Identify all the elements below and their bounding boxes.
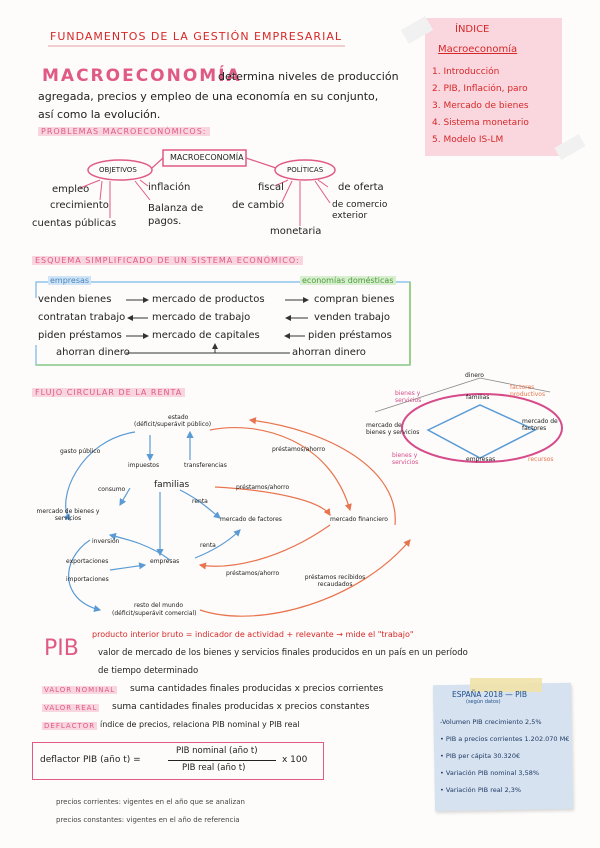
- note: precios corrientes: vigentes en el año que se analizan: [56, 798, 245, 806]
- intro-line: así como la evolución.: [38, 108, 161, 121]
- real-text: suma cantidades finales producidas x precios constantes: [112, 702, 370, 712]
- mini-bienes2: bienes y servicios: [392, 452, 419, 466]
- estado-sub: (déficit/superávit público): [134, 421, 212, 428]
- sticky-title: ESPAÑA 2018 — PIB: [452, 690, 528, 699]
- nominal-label: VALOR NOMINAL: [44, 686, 116, 694]
- familias-node: familias: [154, 480, 190, 490]
- empresas-label: empresas: [50, 276, 90, 285]
- index-title: ÍNDICE: [455, 24, 490, 35]
- sticky-item: • PIB per cápita 30.320€: [440, 752, 521, 760]
- renta: renta: [200, 542, 216, 549]
- note: precios constantes: vigentes en el año de referencia: [56, 816, 240, 824]
- gasto-publico: gasto público: [60, 448, 101, 455]
- transferencias: transferencias: [184, 462, 227, 469]
- inversion: inversión: [92, 538, 120, 545]
- esquema-middle: mercado de trabajo: [152, 312, 251, 323]
- politicas-node: POLÍTICAS: [287, 166, 324, 174]
- prestamos-label: préstamos/ahorro: [272, 446, 326, 453]
- section-title: PROBLEMAS MACROECONÓMICOS:: [38, 127, 210, 136]
- esquema-middle: mercado de capitales: [152, 330, 260, 341]
- mini-mercado-bs: mercado de bienes y servicios: [366, 422, 420, 436]
- mini-dinero: dinero: [465, 372, 484, 379]
- intro-line: agregada, precios y empleo de una economía en su conjunto,: [38, 90, 379, 103]
- renta: renta: [192, 498, 208, 505]
- esquema-left: ahorran dinero: [56, 347, 130, 358]
- sticky-list: [440, 714, 570, 799]
- esquema-right: compran bienes: [314, 294, 395, 305]
- pol-item: monetaria: [270, 226, 322, 237]
- intro-line: determina niveles de producción: [218, 70, 399, 83]
- esquema-right: ahorran dinero: [292, 347, 366, 358]
- resto-sub: (déficit/superávit comercial): [112, 610, 197, 617]
- mini-familias: familias: [466, 394, 490, 401]
- objetivos-node: OBJETIVOS: [99, 166, 137, 174]
- pol-item: de comercio exterior: [332, 200, 388, 221]
- center-node: MACROECONOMÍA: [170, 153, 244, 162]
- mercado-bienes-node: mercado de bienes y servicios: [36, 508, 100, 522]
- sticky-item: • PIB a precios corrientes 1.202.070 M€: [440, 735, 570, 743]
- estado-node: estado: [168, 414, 189, 421]
- pol-item: fiscal: [258, 182, 284, 193]
- prestamos-recibidos: préstamos recibidos recaudados: [304, 574, 366, 588]
- mini-recursos: recursos: [528, 456, 554, 463]
- obj-item: crecimiento: [50, 200, 109, 211]
- prestamos-label: préstamos/ahorro: [226, 570, 280, 577]
- pol-item: de cambio: [232, 200, 285, 211]
- impuestos: impuestos: [128, 462, 160, 469]
- obj-item: empleo: [52, 184, 90, 195]
- obj-item: inflación: [148, 182, 191, 193]
- mercado-financiero-node: mercado financiero: [330, 516, 388, 523]
- esquema-right: venden trabajo: [314, 312, 390, 323]
- formula-mult: x 100: [282, 755, 308, 765]
- formula-denominator: PIB real (año t): [182, 763, 246, 773]
- sticky-subtitle: (según datos): [466, 699, 501, 705]
- empresas-node: empresas: [150, 558, 180, 565]
- index-list: [432, 64, 529, 149]
- sticky-item: • Variación PIB real 2,3%: [440, 786, 522, 794]
- index-subtitle: Macroeconomía: [438, 44, 518, 55]
- esquema-left: piden préstamos: [38, 330, 122, 341]
- index-item: 4. Sistema monetario: [432, 118, 529, 128]
- pib-definition: producto interior bruto = indicador de actividad + relevante → mide el "trabajo": [92, 630, 414, 639]
- section-title: FLUJO CIRCULAR DE LA RENTA: [32, 388, 185, 397]
- deflactor-text: índice de precios, relaciona PIB nominal y PIB real: [100, 720, 300, 729]
- nominal-text: suma cantidades finales producidas x precios corrientes: [130, 684, 384, 694]
- sticky-item: • Variación PIB nominal 3,58%: [440, 769, 540, 777]
- index-item: 3. Mercado de bienes: [432, 101, 529, 111]
- index-item: 5. Modelo IS-LM: [432, 135, 504, 145]
- exportaciones: exportaciones: [66, 558, 109, 565]
- resto-mundo: resto del mundo: [134, 602, 184, 609]
- pib-line: valor de mercado de los bienes y servicios finales producidos en un país en un período: [98, 648, 468, 658]
- section-title: ESQUEMA SIMPLIFICADO DE UN SISTEMA ECONÓMICO:: [32, 256, 303, 265]
- economias-label: economías domésticas: [302, 276, 394, 285]
- mini-bienes: bienes y servicios: [395, 390, 422, 404]
- pib-heading: PIB: [44, 636, 79, 661]
- esquema-right: piden préstamos: [308, 330, 392, 341]
- section-heading: MACROECONOMÍA: [42, 66, 242, 86]
- esquema-left: venden bienes: [38, 294, 112, 305]
- real-label: VALOR REAL: [44, 704, 98, 712]
- prestamos-label: préstamos/ahorro: [236, 484, 290, 491]
- pol-item: de oferta: [338, 182, 384, 193]
- sticky-item: -Volumen PIB crecimiento 2,5%: [440, 718, 542, 726]
- index-item: 1. Introducción: [432, 67, 500, 77]
- mini-factores-prod: factores productivos: [510, 384, 546, 398]
- fraction-bar: [168, 760, 276, 761]
- importaciones: importaciones: [66, 576, 109, 583]
- pib-line: de tiempo determinado: [98, 666, 199, 676]
- consumo: consumo: [98, 486, 126, 493]
- mini-empresas: empresas: [466, 456, 496, 463]
- esquema-left: contratan trabajo: [38, 312, 126, 323]
- index-item: 2. PIB, Inflación, paro: [432, 84, 528, 94]
- formula-left: deflactor PIB (año t) =: [40, 755, 141, 765]
- deflactor-label: DEFLACTOR: [44, 722, 96, 730]
- esquema-middle: mercado de productos: [152, 294, 265, 305]
- mercado-factores-node: mercado de factores: [220, 516, 282, 523]
- formula-numerator: PIB nominal (año t): [176, 746, 258, 756]
- page-title: FUNDAMENTOS DE LA GESTIÓN EMPRESARIAL: [50, 30, 342, 43]
- mini-mercado-factores: mercado de factores: [522, 418, 558, 432]
- obj-item: Balanza de pagos.: [148, 203, 204, 227]
- obj-item: cuentas públicas: [32, 218, 117, 229]
